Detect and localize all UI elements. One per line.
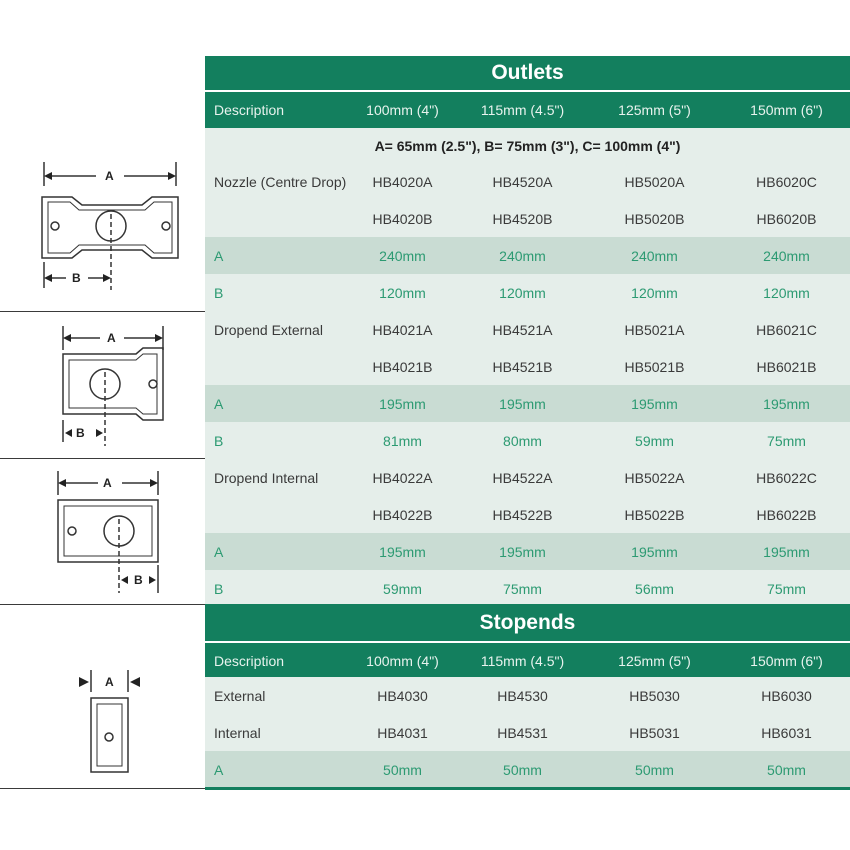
dimension-value: 195mm bbox=[631, 543, 678, 560]
dimension-label: A bbox=[214, 761, 224, 778]
part-code: HB4522A bbox=[492, 469, 553, 486]
dimension-value: 50mm bbox=[503, 761, 542, 778]
stopends-header-row bbox=[205, 641, 850, 679]
part-code: HB5020B bbox=[624, 210, 685, 227]
row-description: Internal bbox=[214, 724, 261, 741]
table-row bbox=[205, 163, 850, 200]
part-code: HB4022A bbox=[372, 469, 433, 486]
part-code: HB4521A bbox=[492, 321, 553, 338]
stopends-title: Stopends bbox=[479, 611, 576, 634]
part-code: HB5021B bbox=[624, 358, 685, 375]
table-row bbox=[205, 570, 850, 607]
part-code: HB5021A bbox=[624, 321, 685, 338]
dimension-a-label: A bbox=[107, 331, 116, 345]
part-code: HB4520A bbox=[492, 173, 553, 190]
dimension-value: 195mm bbox=[379, 543, 426, 560]
table-row bbox=[205, 714, 850, 751]
table-row bbox=[205, 237, 850, 274]
dimension-b-label: B bbox=[76, 426, 85, 440]
dimension-value: 195mm bbox=[763, 395, 810, 412]
dimension-value: 56mm bbox=[635, 580, 674, 597]
table-row bbox=[205, 348, 850, 385]
header-size-125: 125mm (5") bbox=[618, 653, 691, 669]
dimension-value: 240mm bbox=[631, 247, 678, 264]
part-code: HB6020B bbox=[756, 210, 817, 227]
dimension-value: 120mm bbox=[631, 284, 678, 301]
part-code: HB6021B bbox=[756, 358, 817, 375]
part-code: HB4022B bbox=[372, 506, 433, 523]
dropend-internal-diagram bbox=[0, 465, 205, 600]
row-description: Nozzle (Centre Drop) bbox=[214, 173, 347, 190]
part-code: HB4522B bbox=[492, 506, 553, 523]
part-code: HB4530 bbox=[497, 687, 548, 704]
table-row bbox=[205, 751, 850, 788]
row-description: Dropend Internal bbox=[214, 469, 319, 486]
dimension-label: A bbox=[214, 247, 224, 264]
dimension-value: 195mm bbox=[499, 395, 546, 412]
dimension-a-label: A bbox=[105, 675, 114, 689]
dimension-b-label: B bbox=[72, 271, 81, 285]
divider bbox=[0, 604, 205, 605]
dimension-value: 80mm bbox=[503, 432, 542, 449]
dimension-value: 81mm bbox=[383, 432, 422, 449]
table-row bbox=[205, 274, 850, 311]
dimension-value: 120mm bbox=[499, 284, 546, 301]
part-code: HB5022A bbox=[624, 469, 685, 486]
dimension-value: 59mm bbox=[635, 432, 674, 449]
table-row bbox=[205, 422, 850, 459]
row-description: External bbox=[214, 687, 266, 704]
part-code: HB4521B bbox=[492, 358, 553, 375]
outlets-header-row bbox=[205, 90, 850, 128]
header-size-115: 115mm (4.5") bbox=[480, 102, 565, 118]
dimension-value: 50mm bbox=[767, 761, 806, 778]
dimension-value: 195mm bbox=[379, 395, 426, 412]
row-description: Dropend External bbox=[214, 321, 323, 338]
dimension-value: 50mm bbox=[635, 761, 674, 778]
dimension-value: 75mm bbox=[767, 580, 806, 597]
part-code: HB5030 bbox=[629, 687, 680, 704]
dimension-value: 59mm bbox=[383, 580, 422, 597]
header-size-100: 100mm (4") bbox=[366, 653, 439, 669]
part-code: HB5022B bbox=[624, 506, 685, 523]
header-size-100: 100mm (4") bbox=[366, 102, 439, 118]
dimension-value: 240mm bbox=[499, 247, 546, 264]
outlets-title-banner bbox=[205, 56, 850, 90]
divider bbox=[0, 458, 205, 459]
dimension-value: 240mm bbox=[379, 247, 426, 264]
table-row bbox=[205, 533, 850, 570]
nozzle-outlet-diagram bbox=[0, 150, 205, 305]
part-code: HB4020B bbox=[372, 210, 433, 227]
dimension-value: 75mm bbox=[503, 580, 542, 597]
part-code: HB4020A bbox=[372, 173, 433, 190]
dimension-label: B bbox=[214, 432, 224, 449]
part-code: HB6031 bbox=[761, 724, 812, 741]
part-code: HB6021C bbox=[756, 321, 817, 338]
dimension-value: 195mm bbox=[631, 395, 678, 412]
table-bottom-rule bbox=[205, 787, 850, 790]
part-code: HB4030 bbox=[377, 687, 428, 704]
dimension-a-label: A bbox=[103, 476, 112, 490]
dimension-value: 195mm bbox=[763, 543, 810, 560]
part-code: HB5020A bbox=[624, 173, 685, 190]
part-code: HB6022C bbox=[756, 469, 817, 486]
part-code: HB6020C bbox=[756, 173, 817, 190]
header-size-150: 150mm (6") bbox=[750, 102, 823, 118]
dimension-label: B bbox=[214, 284, 224, 301]
table-row bbox=[205, 496, 850, 533]
dimension-value: 50mm bbox=[383, 761, 422, 778]
dimension-value: 240mm bbox=[763, 247, 810, 264]
table-row bbox=[205, 311, 850, 348]
part-code: HB6022B bbox=[756, 506, 817, 523]
outlets-title: Outlets bbox=[491, 61, 564, 84]
divider bbox=[0, 311, 205, 312]
outlets-dimension-note: A= 65mm (2.5"), B= 75mm (3"), C= 100mm (4") bbox=[205, 128, 850, 163]
part-code: HB4531 bbox=[497, 724, 548, 741]
header-description: Description bbox=[214, 653, 285, 669]
part-code: HB4520B bbox=[492, 210, 553, 227]
dimension-value: 195mm bbox=[499, 543, 546, 560]
part-code: HB4021A bbox=[372, 321, 433, 338]
table-row bbox=[205, 385, 850, 422]
dimension-b-label: B bbox=[134, 573, 143, 587]
header-description: Description bbox=[214, 102, 285, 118]
stopends-title-banner bbox=[205, 604, 850, 641]
part-code: HB4031 bbox=[377, 724, 428, 741]
part-code: HB5031 bbox=[629, 724, 680, 741]
dimension-value: 120mm bbox=[379, 284, 426, 301]
stopend-diagram bbox=[0, 662, 205, 782]
part-code: HB6030 bbox=[761, 687, 812, 704]
part-code: HB4021B bbox=[372, 358, 433, 375]
dimension-a-label: A bbox=[105, 169, 114, 183]
header-size-150: 150mm (6") bbox=[750, 653, 823, 669]
header-size-125: 125mm (5") bbox=[618, 102, 691, 118]
table-row bbox=[205, 459, 850, 496]
table-row bbox=[205, 200, 850, 237]
divider bbox=[0, 788, 205, 789]
dimension-value: 75mm bbox=[767, 432, 806, 449]
dimension-label: A bbox=[214, 395, 224, 412]
dimension-label: B bbox=[214, 580, 224, 597]
header-size-115: 115mm (4.5") bbox=[480, 653, 565, 669]
table-row bbox=[205, 677, 850, 714]
dimension-value: 120mm bbox=[763, 284, 810, 301]
dropend-external-diagram bbox=[0, 318, 205, 453]
dimension-label: A bbox=[214, 543, 224, 560]
